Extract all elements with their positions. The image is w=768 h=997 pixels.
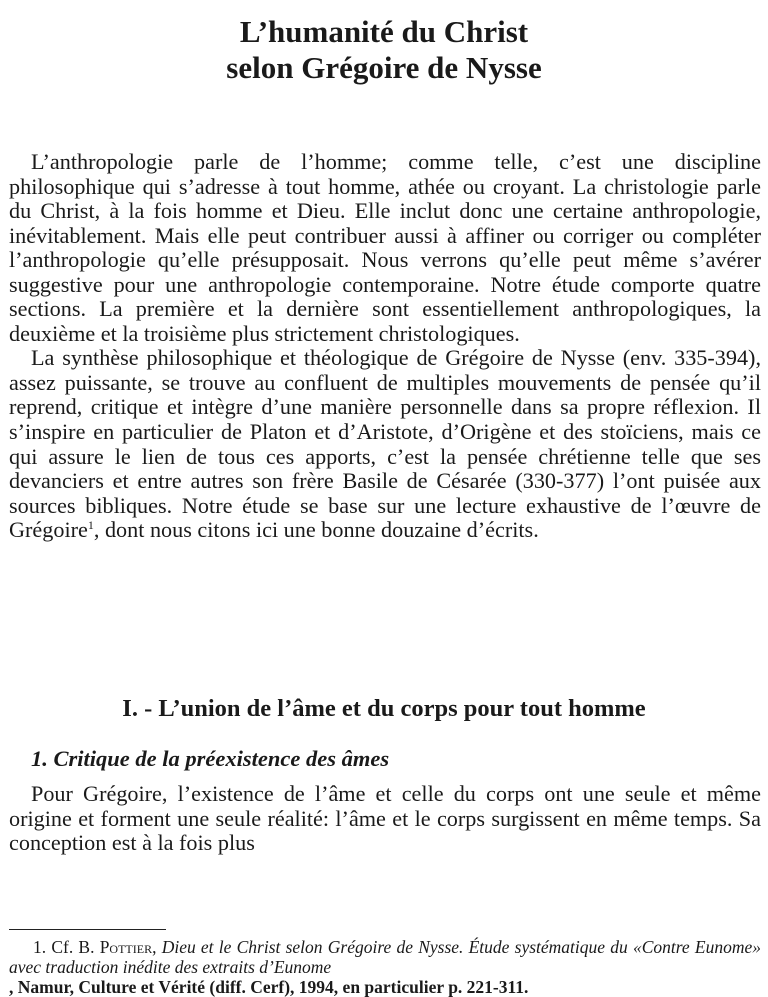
- subsection-heading: 1. Critique de la préexistence des âmes: [31, 746, 390, 771]
- article-title-line-2: selon Grégoire de Nysse: [226, 50, 542, 85]
- article-title-line-1: L’humanité du Christ: [239, 14, 529, 49]
- footnote-book-title: Dieu et le Christ selon Grégoire de Nysse. Étude systématique du «Contre Eunome» avec traduction inédite des extraits d’Eunome: [9, 937, 761, 977]
- footnote-marker: 1: [87, 518, 94, 533]
- intro-paragraph-2-end: , dont nous citons ici une bonne douzaine d’écrits.: [93, 517, 539, 543]
- footnote-author: Pottier: [99, 937, 153, 957]
- intro-paragraph-2-text: La synthèse philosophique et théologique de Grégoire de Nysse (env. 335-394), assez puissante, se trouve au confluent de multiples mouvements de pensée qu’il reprend, critique et intègre d’une manière personnelle dans sa propre réflexion. Il s’inspire en particulier de Platon et d’Aristote, d’Origène et des stoïciens, mais ce qui assure le lien de tous ces apports, c’est la pensée chrétienne telle que ses devanciers et entre autres son frère Basile de Césarée (330-377) l’ont puisée aux sources bibliques. Notre étude se base sur une lecture exhaustive de l’œuvre de Grégoire: [9, 345, 761, 543]
- intro-text: [9, 150, 761, 543]
- footnote-separator: ,: [152, 937, 162, 957]
- footnote-number: 1. Cf. B.: [33, 937, 100, 957]
- intro-paragraph-2: [9, 346, 761, 542]
- section-text: [9, 782, 761, 856]
- section-heading: I. - L’union de l’âme et du corps pour tout homme: [122, 695, 646, 722]
- intro-paragraph-1: L’anthropologie parle de l’homme; comme telle, c’est une discipline philosophique qui s’adresse à tout homme, athée ou croyant. La christologie parle du Christ, à la fois homme et Dieu. Elle inclut donc une certaine anthropologie, inévitablement. Mais elle peut contribuer aussi à affiner ou corriger ou compléter l’anthropologie qu’elle présupposait. Nous verrons qu’elle peut même s’avérer suggestive pour une anthropologie contemporaine. Notre étude comporte quatre sections. La première et la dernière sont essentiellement anthropologiques, la deuxième et la troisième plus strictement christologiques.: [9, 149, 761, 346]
- section-paragraph-1: Pour Grégoire, l’existence de l’âme et celle du corps ont une seule et même origine et forment une seule réalité: l’âme et le corps surgissent en même temps. Sa conception est à la fois plus: [9, 781, 761, 856]
- footnote: [9, 937, 761, 997]
- footnote-publication: , Namur, Culture et Vérité (diff. Cerf), 1994, en particulier p. 221-311.: [9, 977, 529, 997]
- footnote-divider: [9, 929, 166, 930]
